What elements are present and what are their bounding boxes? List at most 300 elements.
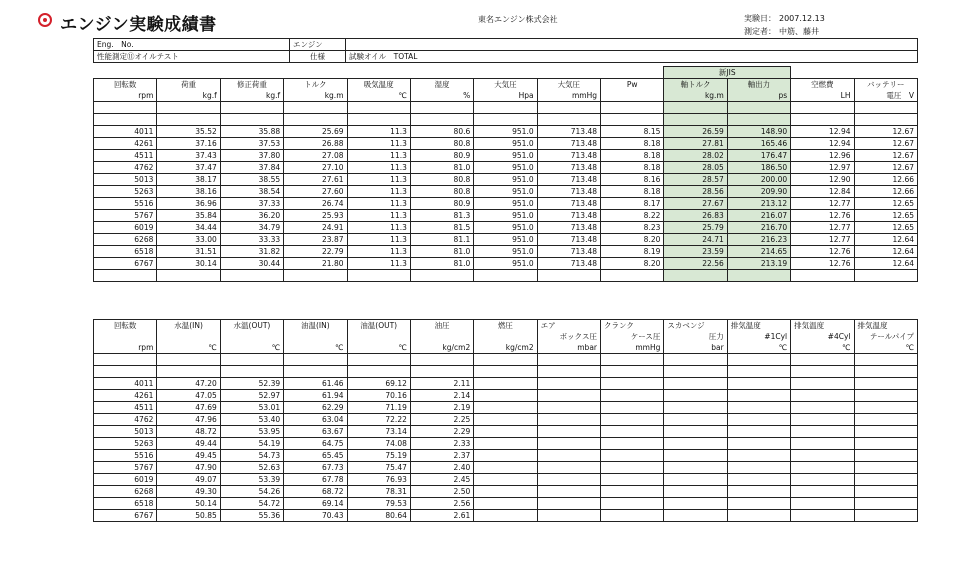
data-cell: 2.45: [410, 474, 473, 486]
data-cell: 81.0: [410, 162, 473, 174]
data-cell: 951.0: [474, 222, 537, 234]
data-cell: 12.67: [854, 138, 918, 150]
data-cell: 75.47: [347, 462, 410, 474]
column-header: 排気温度: [854, 320, 918, 332]
blank-cell: [791, 486, 854, 498]
data-cell: 35.52: [157, 126, 220, 138]
data-cell: 80.9: [410, 198, 473, 210]
column-unit: ℃: [347, 90, 410, 102]
data-cell: 6019: [94, 474, 157, 486]
column-subheader: [94, 331, 157, 342]
data-cell: 951.0: [474, 246, 537, 258]
data-cell: 24.91: [284, 222, 347, 234]
blank-cell: [220, 114, 283, 126]
group-header-blank: [410, 67, 473, 79]
data-cell: 12.77: [791, 234, 854, 246]
data-cell: 8.18: [601, 138, 664, 150]
data-cell: 79.53: [347, 498, 410, 510]
data-cell: 5263: [94, 438, 157, 450]
data-cell: 213.19: [727, 258, 790, 270]
data-cell: 12.90: [791, 174, 854, 186]
data-cell: 63.04: [284, 414, 347, 426]
blank-cell: [347, 366, 410, 378]
data-cell: 81.1: [410, 234, 473, 246]
blank-cell: [94, 102, 157, 114]
blank-cell: [727, 462, 790, 474]
data-cell: 26.59: [664, 126, 727, 138]
blank-cell: [854, 462, 918, 474]
data-cell: 713.48: [537, 258, 600, 270]
data-cell: 52.39: [220, 378, 283, 390]
column-header: 大気圧: [474, 79, 537, 91]
data-cell: 22.56: [664, 258, 727, 270]
data-cell: 2.14: [410, 390, 473, 402]
data-cell: 26.83: [664, 210, 727, 222]
data-cell: 54.19: [220, 438, 283, 450]
data-cell: 12.64: [854, 234, 918, 246]
data-cell: 2.37: [410, 450, 473, 462]
blank-cell: [727, 366, 790, 378]
blank-cell: [854, 486, 918, 498]
data-cell: 214.65: [727, 246, 790, 258]
data-cell: 11.3: [347, 162, 410, 174]
data-cell: 47.20: [157, 378, 220, 390]
column-subheader: [410, 331, 473, 342]
column-unit: mmHg: [537, 90, 600, 102]
data-cell: 67.78: [284, 474, 347, 486]
blank-cell: [537, 498, 600, 510]
blank-cell: [284, 102, 347, 114]
data-cell: 28.56: [664, 186, 727, 198]
column-header: 水温(IN): [157, 320, 220, 332]
company-name: 東名エンジン株式会社: [478, 15, 558, 24]
column-subheader: ボックス圧: [537, 331, 600, 342]
data-cell: 2.11: [410, 378, 473, 390]
blank-cell: [601, 474, 664, 486]
blank-cell: [94, 270, 157, 282]
blank-cell: [854, 414, 918, 426]
blank-cell: [474, 426, 537, 438]
test-name: 性能測定⑪オイルテスト: [94, 51, 290, 63]
data-cell: 6268: [94, 486, 157, 498]
data-cell: 4762: [94, 162, 157, 174]
data-cell: 80.8: [410, 174, 473, 186]
blank-cell: [727, 438, 790, 450]
data-cell: 63.67: [284, 426, 347, 438]
record-bullet-icon: [38, 13, 52, 27]
column-header: クランク: [601, 320, 664, 332]
data-cell: 713.48: [537, 138, 600, 150]
blank-cell: [537, 402, 600, 414]
blank-cell: [220, 102, 283, 114]
blank-cell: [791, 102, 854, 114]
blank-cell: [601, 270, 664, 282]
table-row: [94, 210, 918, 222]
column-unit: kg/cm2: [410, 342, 473, 354]
performance-table: [93, 66, 918, 282]
blank-cell: [157, 354, 220, 366]
data-cell: 37.16: [157, 138, 220, 150]
column-unit: 電圧 V: [854, 90, 918, 102]
blank-cell: [474, 402, 537, 414]
data-cell: 713.48: [537, 210, 600, 222]
data-cell: 74.08: [347, 438, 410, 450]
spec-label: 仕様: [290, 51, 346, 63]
data-cell: 30.44: [220, 258, 283, 270]
blank-cell: [157, 102, 220, 114]
group-header-blank: [347, 67, 410, 79]
blank-cell: [94, 366, 157, 378]
data-cell: 5013: [94, 426, 157, 438]
data-cell: 951.0: [474, 150, 537, 162]
blank-cell: [157, 270, 220, 282]
data-cell: 67.73: [284, 462, 347, 474]
column-header: 燃圧: [474, 320, 537, 332]
data-cell: 37.80: [220, 150, 283, 162]
engine-label: エンジン: [290, 39, 346, 51]
data-cell: 12.67: [854, 162, 918, 174]
data-cell: 55.36: [220, 510, 283, 522]
blank-cell: [601, 378, 664, 390]
data-cell: 951.0: [474, 210, 537, 222]
blank-cell: [601, 414, 664, 426]
blank-cell: [727, 486, 790, 498]
blank-cell: [727, 378, 790, 390]
column-header: 油温(IN): [284, 320, 347, 332]
column-unit: kg.m: [664, 90, 727, 102]
blank-cell: [791, 402, 854, 414]
data-cell: 12.66: [854, 186, 918, 198]
data-cell: 25.79: [664, 222, 727, 234]
blank-cell: [410, 102, 473, 114]
blank-cell: [854, 354, 918, 366]
test-meta: [744, 12, 825, 38]
data-cell: 35.88: [220, 126, 283, 138]
data-cell: 50.85: [157, 510, 220, 522]
data-cell: 713.48: [537, 126, 600, 138]
table-row: [94, 462, 918, 474]
data-cell: 8.17: [601, 198, 664, 210]
data-cell: 713.48: [537, 198, 600, 210]
data-cell: 2.61: [410, 510, 473, 522]
table-row: [94, 246, 918, 258]
column-header: 修正荷重: [220, 79, 283, 91]
blank-cell: [410, 270, 473, 282]
table-row: [94, 150, 918, 162]
blank-cell: [601, 390, 664, 402]
blank-cell: [284, 270, 347, 282]
column-header: 吸気温度: [347, 79, 410, 91]
column-header: 湿度: [410, 79, 473, 91]
data-cell: 8.16: [601, 174, 664, 186]
data-cell: 12.67: [854, 126, 918, 138]
data-cell: 2.19: [410, 402, 473, 414]
column-subheader: ケース圧: [601, 331, 664, 342]
blank-cell: [284, 354, 347, 366]
blank-cell: [474, 438, 537, 450]
blank-cell: [474, 414, 537, 426]
eng-no-label: Eng. No.: [94, 39, 290, 51]
data-cell: 54.72: [220, 498, 283, 510]
data-cell: 11.3: [347, 210, 410, 222]
data-cell: 713.48: [537, 174, 600, 186]
data-cell: 36.96: [157, 198, 220, 210]
blank-cell: [284, 366, 347, 378]
column-header: 軸トルク: [664, 79, 727, 91]
data-cell: 53.95: [220, 426, 283, 438]
data-cell: 216.07: [727, 210, 790, 222]
blank-cell: [664, 366, 727, 378]
blank-cell: [664, 462, 727, 474]
data-cell: 71.19: [347, 402, 410, 414]
blank-cell: [601, 498, 664, 510]
blank-cell: [537, 114, 600, 126]
column-unit: ℃: [727, 342, 790, 354]
data-cell: 47.96: [157, 414, 220, 426]
column-header: バッテリー: [854, 79, 918, 91]
data-cell: 12.67: [854, 150, 918, 162]
blank-cell: [727, 270, 790, 282]
data-cell: 5013: [94, 174, 157, 186]
data-cell: 12.65: [854, 198, 918, 210]
data-cell: 37.43: [157, 150, 220, 162]
blank-cell: [791, 426, 854, 438]
column-unit: kg/cm2: [474, 342, 537, 354]
column-unit: kg.m: [284, 90, 347, 102]
blank-cell: [854, 402, 918, 414]
data-cell: 52.63: [220, 462, 283, 474]
blank-cell: [664, 378, 727, 390]
blank-cell: [601, 402, 664, 414]
data-cell: 8.18: [601, 150, 664, 162]
blank-cell: [791, 270, 854, 282]
data-cell: 713.48: [537, 150, 600, 162]
tester-value: 中筋、藤井: [779, 27, 819, 36]
table-row: [94, 498, 918, 510]
column-unit: rpm: [94, 342, 157, 354]
table-row: [94, 390, 918, 402]
data-cell: 80.6: [410, 126, 473, 138]
data-cell: 11.3: [347, 138, 410, 150]
column-unit: %: [410, 90, 473, 102]
blank-cell: [537, 438, 600, 450]
blank-cell: [474, 366, 537, 378]
data-cell: 38.54: [220, 186, 283, 198]
data-cell: 11.3: [347, 246, 410, 258]
group-header-blank: [220, 67, 283, 79]
blank-cell: [410, 366, 473, 378]
blank-cell: [601, 486, 664, 498]
blank-cell: [854, 102, 918, 114]
data-cell: 81.0: [410, 258, 473, 270]
table-row: [94, 186, 918, 198]
table-row: [94, 438, 918, 450]
blank-cell: [537, 102, 600, 114]
data-cell: 8.15: [601, 126, 664, 138]
data-cell: 62.29: [284, 402, 347, 414]
blank-cell: [664, 438, 727, 450]
column-unit: ℃: [220, 342, 283, 354]
blank-cell: [664, 402, 727, 414]
table-row: [94, 402, 918, 414]
data-cell: 2.40: [410, 462, 473, 474]
column-subheader: [157, 331, 220, 342]
data-cell: 4261: [94, 390, 157, 402]
data-cell: 27.81: [664, 138, 727, 150]
data-cell: 37.33: [220, 198, 283, 210]
blank-cell: [537, 354, 600, 366]
data-cell: 73.14: [347, 426, 410, 438]
blank-cell: [854, 474, 918, 486]
blank-cell: [727, 450, 790, 462]
data-cell: 951.0: [474, 174, 537, 186]
column-subheader: テールパイプ: [854, 331, 918, 342]
data-cell: 8.18: [601, 186, 664, 198]
column-unit: kg.f: [220, 90, 283, 102]
table-row: [94, 198, 918, 210]
document-header: [38, 10, 928, 36]
data-cell: 30.14: [157, 258, 220, 270]
column-header: 軸出力: [727, 79, 790, 91]
column-subheader: [220, 331, 283, 342]
data-cell: 33.33: [220, 234, 283, 246]
blank-cell: [601, 462, 664, 474]
column-header: 排気温度: [791, 320, 854, 332]
column-unit: Hpa: [474, 90, 537, 102]
blank-cell: [727, 390, 790, 402]
data-cell: 12.76: [791, 210, 854, 222]
document-title: エンジン実験成績書: [60, 15, 217, 35]
blank-cell: [220, 366, 283, 378]
column-unit: ℃: [157, 342, 220, 354]
blank-cell: [791, 114, 854, 126]
data-cell: 54.26: [220, 486, 283, 498]
column-unit: bar: [664, 342, 727, 354]
group-header-blank: [791, 67, 854, 79]
data-cell: 11.3: [347, 186, 410, 198]
data-cell: 27.61: [284, 174, 347, 186]
data-cell: 8.18: [601, 162, 664, 174]
column-subheader: #1Cyl: [727, 331, 790, 342]
engine-value: [346, 39, 918, 51]
data-cell: 49.07: [157, 474, 220, 486]
column-header: エア: [537, 320, 600, 332]
blank-cell: [664, 498, 727, 510]
data-cell: 31.82: [220, 246, 283, 258]
data-cell: 12.77: [791, 198, 854, 210]
data-cell: 209.90: [727, 186, 790, 198]
data-cell: 11.3: [347, 222, 410, 234]
column-header: 回転数: [94, 320, 157, 332]
table-row: [94, 414, 918, 426]
data-cell: 713.48: [537, 186, 600, 198]
blank-cell: [854, 450, 918, 462]
column-unit: mbar: [537, 342, 600, 354]
data-cell: 47.90: [157, 462, 220, 474]
table-row: [94, 510, 918, 522]
data-cell: 4511: [94, 402, 157, 414]
data-cell: 65.45: [284, 450, 347, 462]
data-cell: 8.23: [601, 222, 664, 234]
data-cell: 2.33: [410, 438, 473, 450]
blank-cell: [410, 354, 473, 366]
column-header: トルク: [284, 79, 347, 91]
blank-cell: [537, 426, 600, 438]
data-cell: 27.67: [664, 198, 727, 210]
blank-cell: [537, 450, 600, 462]
data-cell: 12.94: [791, 138, 854, 150]
data-cell: 11.3: [347, 174, 410, 186]
data-cell: 12.94: [791, 126, 854, 138]
data-cell: 216.70: [727, 222, 790, 234]
blank-cell: [601, 366, 664, 378]
data-cell: 951.0: [474, 126, 537, 138]
data-cell: 28.05: [664, 162, 727, 174]
data-cell: 27.10: [284, 162, 347, 174]
data-cell: 38.16: [157, 186, 220, 198]
data-cell: 12.66: [854, 174, 918, 186]
blank-cell: [474, 462, 537, 474]
blank-cell: [474, 378, 537, 390]
data-cell: 12.65: [854, 210, 918, 222]
data-cell: 12.64: [854, 246, 918, 258]
data-cell: 47.05: [157, 390, 220, 402]
blank-cell: [474, 114, 537, 126]
data-cell: 61.46: [284, 378, 347, 390]
table-row: [94, 222, 918, 234]
group-header-blank: [474, 67, 537, 79]
tester-label: 測定者：: [744, 27, 776, 36]
table-row: [94, 234, 918, 246]
table-row: [94, 474, 918, 486]
data-cell: 11.3: [347, 198, 410, 210]
data-cell: 24.71: [664, 234, 727, 246]
data-cell: 49.30: [157, 486, 220, 498]
data-cell: 5767: [94, 210, 157, 222]
data-cell: 6767: [94, 510, 157, 522]
table-row: [94, 138, 918, 150]
data-cell: 8.20: [601, 234, 664, 246]
data-cell: 6518: [94, 246, 157, 258]
blank-cell: [727, 354, 790, 366]
column-unit: ps: [727, 90, 790, 102]
data-cell: 2.56: [410, 498, 473, 510]
data-cell: 8.20: [601, 258, 664, 270]
blank-cell: [791, 510, 854, 522]
blank-cell: [284, 114, 347, 126]
blank-cell: [791, 474, 854, 486]
data-cell: 72.22: [347, 414, 410, 426]
data-cell: 81.5: [410, 222, 473, 234]
blank-cell: [854, 378, 918, 390]
data-cell: 47.69: [157, 402, 220, 414]
group-header-blank: [854, 67, 918, 79]
data-cell: 38.55: [220, 174, 283, 186]
blank-cell: [220, 270, 283, 282]
column-unit: ℃: [284, 342, 347, 354]
data-cell: 186.50: [727, 162, 790, 174]
group-header-blank: [157, 67, 220, 79]
group-header-blank: [601, 67, 664, 79]
table-row: [94, 450, 918, 462]
blank-cell: [854, 366, 918, 378]
blank-cell: [601, 438, 664, 450]
column-header: Pw: [601, 79, 664, 91]
blank-cell: [664, 450, 727, 462]
column-subheader: [474, 331, 537, 342]
data-cell: 68.72: [284, 486, 347, 498]
data-cell: 12.65: [854, 222, 918, 234]
